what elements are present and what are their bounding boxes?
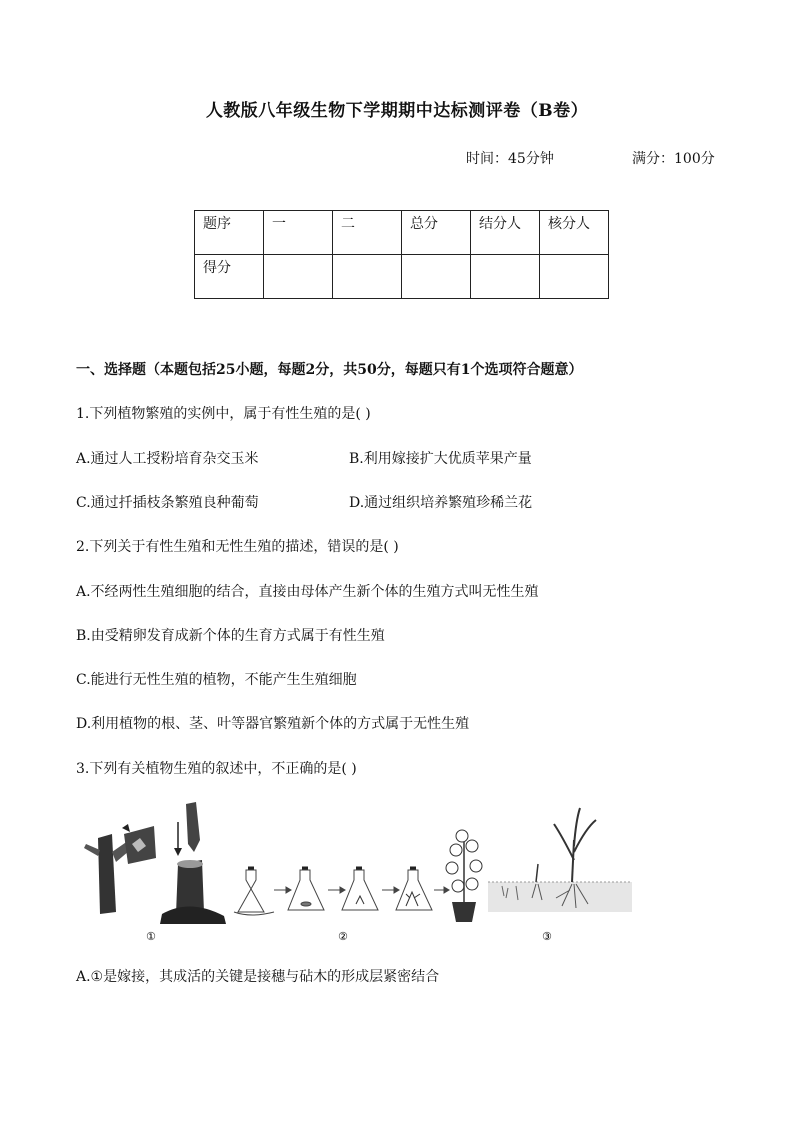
potted-plant-illustration [446,830,482,922]
page-title: 人教版八年级生物下学期期中达标测评卷（B卷） [205,101,589,121]
score-table [194,210,609,299]
option-a: A.通过人工授粉培育杂交玉米 [76,451,259,467]
score-input-cell[interactable] [402,255,471,299]
score-table-score-row [195,255,609,299]
figure-label-2: ② [338,930,348,943]
full-score: 满分：100分 [632,151,715,167]
score-table-header-row [195,211,609,255]
option-a: A.不经两性生殖细胞的结合，直接由母体产生新个体的生殖方式叫无性生殖 [76,584,539,600]
score-cell: 结分人 [471,211,540,255]
option-c: C.能进行无性生殖的植物，不能产生生殖细胞 [76,672,357,688]
option-b: B.由受精卵发育成新个体的生育方式属于有性生殖 [76,628,385,644]
plant-reproduction-figure [76,800,636,948]
grafting-scion-illustration [160,802,226,924]
grafting-bud-illustration [84,824,156,914]
option-b: B.利用嫁接扩大优质苹果产量 [349,451,532,467]
score-input-cell[interactable] [333,255,402,299]
figure-label-1: ① [146,930,156,943]
score-cell: 二 [333,211,402,255]
exam-time: 时间：45分钟 [466,151,554,167]
figure-label-3: ③ [542,930,552,943]
seedling-illustration [488,808,632,912]
score-cell: 总分 [402,211,471,255]
section-heading: 一、选择题（本题包括25小题，每题2分，共50分，每题只有1个选项符合题意） [76,362,583,378]
score-input-cell[interactable] [264,255,333,299]
score-cell: 得分 [195,255,264,299]
score-input-cell[interactable] [540,255,609,299]
question-stem: 1.下列植物繁殖的实例中，属于有性生殖的是( ) [76,406,371,422]
option-d: D.利用植物的根、茎、叶等器官繁殖新个体的方式属于无性生殖 [76,716,470,732]
option-d: D.通过组织培养繁殖珍稀兰花 [349,495,533,511]
question-stem: 2.下列关于有性生殖和无性生殖的描述，错误的是( ) [76,539,399,555]
tissue-culture-flasks [234,868,449,915]
option-a: A.①是嫁接，其成活的关键是接穗与砧木的形成层紧密结合 [76,969,440,985]
question-stem: 3.下列有关植物生殖的叙述中，不正确的是( ) [76,761,357,777]
score-cell: 一 [264,211,333,255]
score-cell: 核分人 [540,211,609,255]
score-input-cell[interactable] [471,255,540,299]
score-cell: 题序 [195,211,264,255]
option-c: C.通过扦插枝条繁殖良种葡萄 [76,495,259,511]
